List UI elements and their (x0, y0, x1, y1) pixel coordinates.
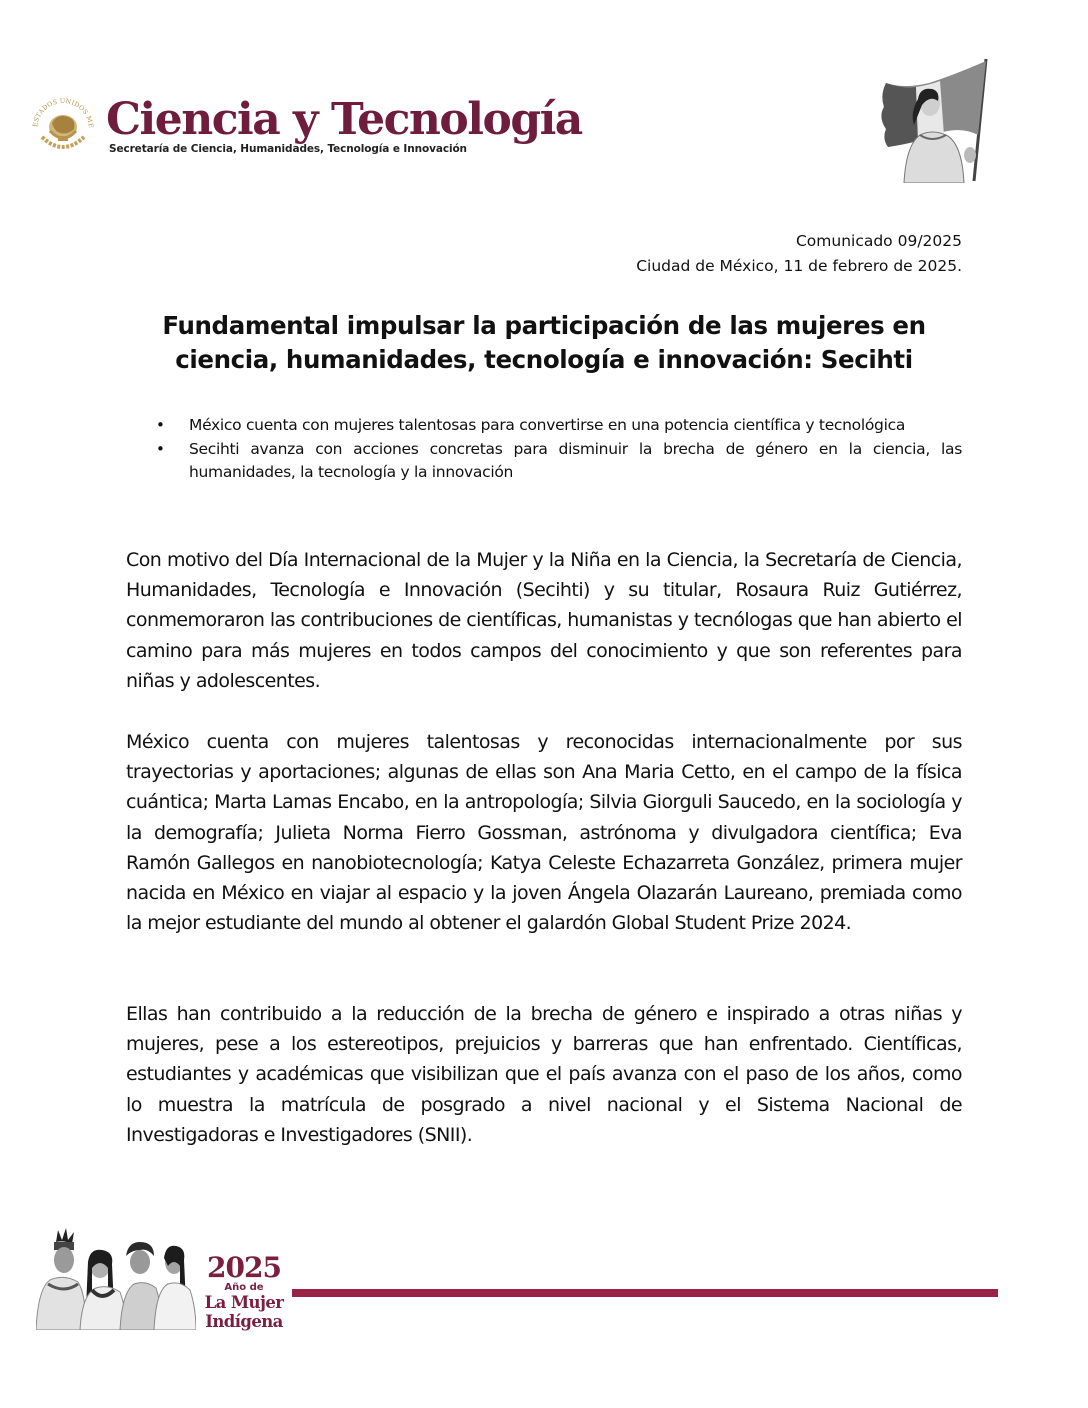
body-paragraph: Ellas han contribuido a la reducción de la brecha de género e inspirado a otras niñas y mujeres, pese a los estereotipos, prejuicios y barreras que han enfrentado. Científicas, estudiantes y académicas que visibilizan que el país avanza con el paso de los años, como lo muestra la matrícula de posgrado a nivel nacional y el Sistema Nacional de Investigadoras e Investigadores (SNII). (126, 1003, 962, 1146)
bullet-item (126, 438, 962, 485)
brand-title: Ciencia y Tecnología (106, 93, 582, 145)
communique-number: Comunicado 09/2025 (795, 232, 962, 250)
brand-subtitle: Secretaría de Ciencia, Humanidades, Tecnología e Innovación (109, 142, 467, 155)
bullet-text: México cuenta con mujeres talentosas para convertirse en una potencia científica y tecnológica (189, 416, 906, 434)
body-paragraph: México cuenta con mujeres talentosas y reconocidas internacionalmente por sus trayectorias y aportaciones; algunas de ellas son Ana Maria Cetto, en el campo de la física cuántica; Marta Lamas Encabo, en la antropología; Silvia Giorguli Saucedo, en la sociología y la demografía; Julieta Norma Fierro Gossman, astrónoma y divulgadora científica; Eva Ramón Gallegos en nanobiotecnología; Katya Celeste Echazarreta González, primera mujer nacida en México en viajar al espacio y la joven Ángela Olazarán Laureano, premiada como la mejor estudiante del mundo al obtener el galardón Global Student Prize 2024. (126, 731, 962, 935)
brand (106, 93, 582, 156)
year-of-indigenous-woman-logo (204, 1251, 284, 1331)
bullet-text: Secihti avanza con acciones concretas para disminuir la brecha de género en la ciencia, las humanidades, la tecnología y la innovación (189, 439, 962, 481)
header-logo (28, 90, 582, 162)
emblem-text: ESTADOS UNIDOS ME (32, 97, 95, 129)
footer-line-indigena: Indígena (205, 1312, 283, 1331)
body-paragraph: Con motivo del Día Internacional de la Mujer y la Niña en la Ciencia, la Secretaría de Ciencia, Humanidades, Tecnología e Innovación (Secihti) y su titular, Rosaura Ruiz Gutiérrez, conmemoraron las contribuciones de científicas, humanistas y tecnólogas que han abierto el camino para más mujeres en todos campos del conocimiento y que son referentes para niñas y adolescentes. (126, 549, 962, 692)
bullet-icon: • (156, 416, 165, 434)
place-date: Ciudad de México, 11 de febrero de 2025. (636, 257, 962, 275)
bullet-item (126, 414, 962, 438)
summary-bullets (126, 414, 962, 485)
press-release-title: Fundamental impulsar la participación de las mujeres en ciencia, humanidades, tecnología e innovación: Secihti (162, 311, 926, 374)
footer-year: 2025 (207, 1251, 281, 1284)
communique-meta (636, 229, 962, 279)
footer-year-prefix: Año de (224, 1282, 264, 1293)
footer-line-mujer: La Mujer (204, 1293, 284, 1312)
bullet-icon: • (156, 439, 165, 458)
woman-with-flag-illustration (874, 55, 999, 183)
indigenous-women-illustration (36, 1228, 196, 1330)
footer-divider-bar (292, 1289, 998, 1297)
mexican-coat-of-arms-icon (28, 91, 98, 161)
